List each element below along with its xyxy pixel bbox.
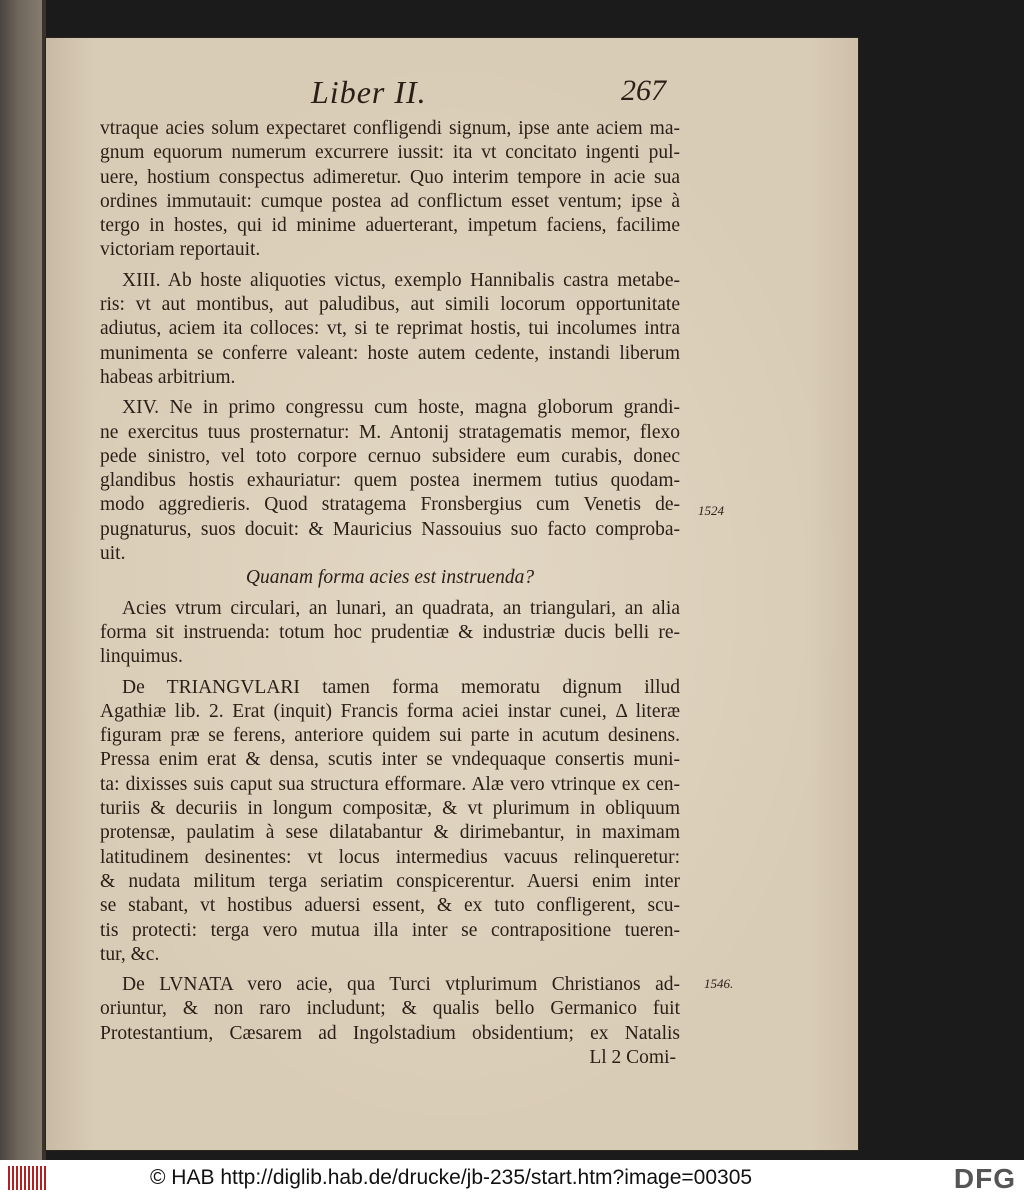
running-title: Liber II. <box>311 74 427 110</box>
barcode-icon <box>8 1166 46 1190</box>
text-line: tur, &c. <box>100 943 160 965</box>
text-line: uere, hostium conspectus adimeretur. Quo interim tempore in acie sua <box>100 166 680 188</box>
text-line: se stabant, vt hostibus aduersi essent, & ex tuto confligerent, scu- <box>100 895 680 917</box>
text-line: latitudinem desinentes: vt locus intermedius vacuus relinqueretur: <box>100 846 680 868</box>
text-line: modo aggredieris. Quod stratagema Fronsbergius cum Venetis de- <box>100 494 680 516</box>
text-line: gnum equorum numerum excurrere iussit: ita vt concitato ingenti pul- <box>100 142 680 164</box>
text-line: & nudata militum terga seriatim conspicerentur. Auersi enim inter <box>100 870 680 892</box>
text-line: Acies vtrum circulari, an lunari, an quadrata, an triangulari, an alia <box>122 597 680 619</box>
text-line: victoriam reportauit. <box>100 239 261 261</box>
text-line: glandibus hostis exhauriatur: quem postea inermem tutius quodam- <box>100 470 680 492</box>
page-text <box>100 117 680 1070</box>
text-line: munimenta se conferre valeant: hoste autem cedente, instandi liberum <box>100 342 680 364</box>
text-line: turiis & decuriis in longum compositæ, & vt plurimum in obliquum <box>100 798 680 820</box>
text-line: habeas arbitrium. <box>100 366 236 388</box>
text-line: oriuntur, & non raro includunt; & qualis bello Germanico fuit <box>100 998 680 1020</box>
text-line: uit. <box>100 543 126 565</box>
viewer-footer <box>0 1160 1024 1196</box>
book-page <box>46 38 858 1150</box>
text-line: figuram præ se ferens, anteriore quidem sui parte in acutum desinens. <box>100 725 680 747</box>
text-line: pede sinistro, vel toto corpore cernuo subsidere eum curabis, donec <box>100 445 680 467</box>
text-line: forma sit instruenda: totum hoc prudentiæ & industriæ ducis belli re- <box>100 621 680 643</box>
text-line: Protestantium, Cæsarem ad Ingolstadium obsidentium; ex Natalis <box>100 1022 680 1044</box>
text-line: XIV. Ne in primo congressu cum hoste, magna globorum grandi- <box>122 397 680 419</box>
text-line: De TRIANGVLARI tamen forma memoratu dignum illud <box>122 676 680 698</box>
copyright-link[interactable]: © HAB http://diglib.hab.de/drucke/jb-235/start.htm?image=00305 <box>150 1166 753 1189</box>
page-number: 267 <box>621 74 666 107</box>
text-line: pugnaturus, suos docuit: & Mauricius Nassouius suo facto comproba- <box>100 518 680 540</box>
dfg-logo: DFG <box>953 1163 1016 1194</box>
text-line: ta: dixisses suis caput sua structura efformare. Alæ vero vtrinque ex cen- <box>100 773 680 795</box>
text-line: XIII. Ab hoste aliquoties victus, exemplo Hannibalis castra metabe- <box>122 269 680 291</box>
text-line: tergo in hostes, qui id minime aduerterant, impetum faciens, facilime <box>100 215 680 237</box>
text-line: ordines immutauit: cumque postea ad conflictum esset ventum; ipse à <box>100 190 680 212</box>
text-line: ne exercitus tuus prosternatur: M. Antonij stratagematis memor, flexo <box>100 421 680 443</box>
margin-note: 1524 <box>698 503 724 518</box>
running-head <box>46 74 858 114</box>
text-line: Agathiæ lib. 2. Erat (inquit) Francis forma aciei instar cunei, Δ literæ <box>100 700 680 722</box>
margin-note: 1546. <box>704 976 734 991</box>
text-line: tis protecti: terga vero mutua illa inter se contrapositione tueren- <box>100 919 680 941</box>
catchword: Ll 2 Comi- <box>589 1046 676 1068</box>
text-line: vtraque acies solum expectaret confligendi signum, ipse ante aciem ma- <box>100 118 680 139</box>
text-line: De LVNATA vero acie, qua Turci vtplurimum Christianos ad- <box>122 974 680 996</box>
book-edge <box>0 0 46 1160</box>
text-line: linquimus. <box>100 646 183 668</box>
text-line: protensæ, paulatim à sese dilatabantur & dirimebantur, in maximam <box>100 822 680 844</box>
text-line: Pressa enim erat & densa, scutis inter se vndequaque consertis muni- <box>100 749 680 771</box>
section-heading: Quanam forma acies est instruenda? <box>245 567 535 589</box>
text-line: ris: vt aut montibus, aut paludibus, aut simili locorum opportunitate <box>100 294 680 316</box>
text-line: adiutus, aciem ita colloces: vt, si te reprimat hostis, tui incolumes intra <box>100 318 680 340</box>
